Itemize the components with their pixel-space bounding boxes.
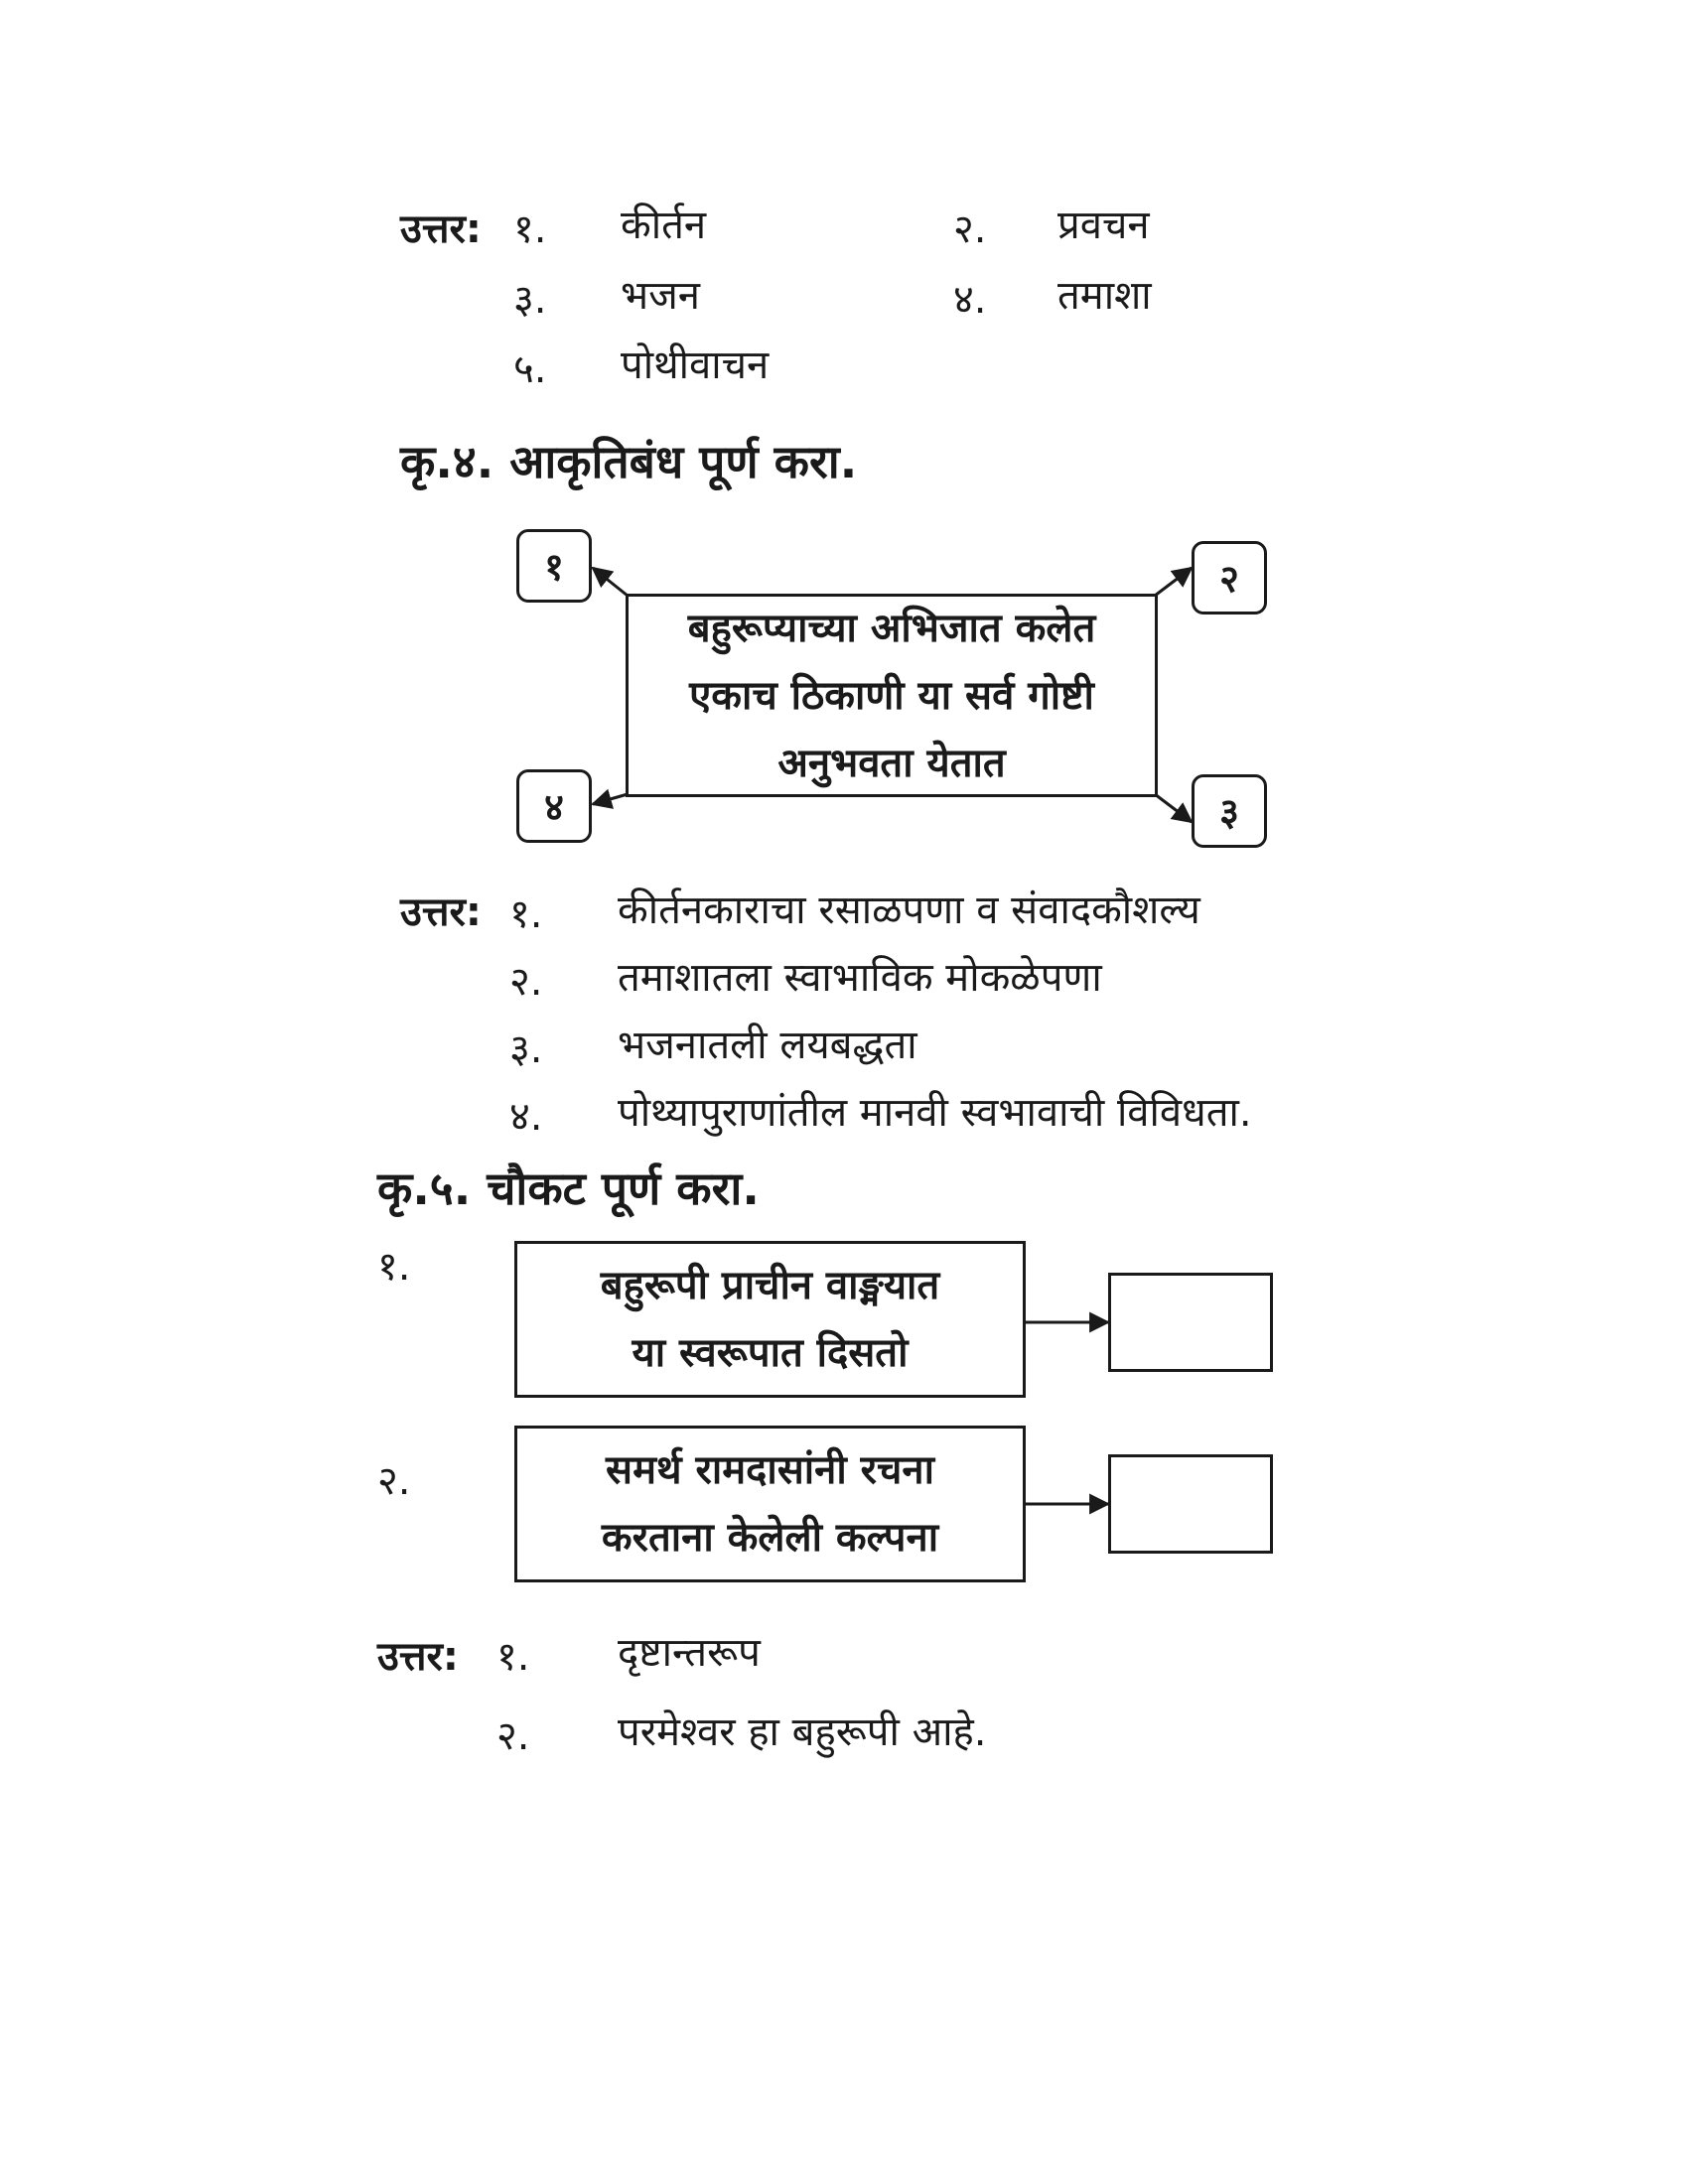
q4-answer-label: उत्तर: <box>400 889 482 935</box>
q5-item-1-empty-box <box>1108 1273 1273 1372</box>
q3-answer-4-num: ४. <box>953 277 987 323</box>
q4-center-box <box>626 594 1158 797</box>
q5-answer-2-text: परमेश्वर हा बहुरूपी आहे. <box>618 1709 987 1755</box>
q5-item-1-line-2: या स्वरूपात दिसतो <box>632 1330 909 1376</box>
q5-item-1-line-1: बहुरूपी प्राचीन वाङ्मयात <box>600 1263 940 1308</box>
q5-item-2-num: २. <box>377 1458 411 1504</box>
q5-answer-1-num: १. <box>496 1634 530 1680</box>
q5-answer-2-num: २. <box>496 1713 530 1759</box>
q4-answer-3-text: भजनातली लयबद्धता <box>618 1023 917 1068</box>
q5-answer-1-text: दृष्टान्तरूप <box>618 1630 761 1676</box>
q5-item-1-box <box>514 1241 1026 1398</box>
q3-answer-3-text: भजन <box>621 273 700 319</box>
q5-item-2-line-1: समर्थ रामदासांनी रचना <box>606 1447 934 1493</box>
q5-answer-label: उत्तर: <box>377 1634 459 1680</box>
q3-answer-3-num: ३. <box>513 277 547 323</box>
q4-answer-4-num: ४. <box>509 1094 543 1140</box>
q4-answer-4-text: पोथ्यापुराणांतील मानवी स्वभावाची विविधता. <box>618 1090 1252 1136</box>
q4-center-line-1: बहुरूप्याच्या अभिजात कलेत <box>687 605 1096 651</box>
q3-answer-5-text: पोथीवाचन <box>621 342 770 388</box>
q3-answer-5-num: ५. <box>513 346 547 392</box>
q4-corner-box-1: १ <box>516 529 592 603</box>
q4-answer-1-num: १. <box>509 891 543 937</box>
q4-corner-box-4: ४ <box>516 769 592 843</box>
q4-center-line-3: अनुभवता येतात <box>777 740 1006 786</box>
q4-answer-2-text: तमाशातला स्वाभाविक मोकळेपणा <box>618 955 1102 1001</box>
q5-item-2-box <box>514 1426 1026 1582</box>
q5-heading: कृ.५. चौकट पूर्ण करा. <box>377 1161 760 1215</box>
q3-answer-1-text: कीर्तन <box>621 203 707 248</box>
q4-center-line-2: एकाच ठिकाणी या सर्व गोष्टी <box>689 672 1094 719</box>
q4-heading: कृ.४. आकृतिबंध पूर्ण करा. <box>400 435 858 488</box>
q4-corner-box-2: २ <box>1192 541 1267 614</box>
q5-item-2-empty-box <box>1108 1454 1273 1554</box>
q3-answer-4-text: तमाशा <box>1057 273 1152 319</box>
q3-answer-label: उत्तर: <box>400 206 482 252</box>
q3-answer-1-num: १. <box>513 206 547 252</box>
q3-answer-2-num: २. <box>953 206 987 252</box>
q4-answer-2-num: २. <box>509 959 543 1005</box>
q4-answer-1-text: कीर्तनकाराचा रसाळपणा व संवादकौशल्य <box>618 887 1200 933</box>
q4-corner-box-3: ३ <box>1192 774 1267 848</box>
q3-answer-2-text: प्रवचन <box>1057 203 1150 248</box>
q5-item-2-line-2: करताना केलेली कल्पना <box>601 1515 939 1561</box>
q5-item-1-num: १. <box>377 1244 411 1290</box>
q4-answer-3-num: ३. <box>509 1026 543 1072</box>
